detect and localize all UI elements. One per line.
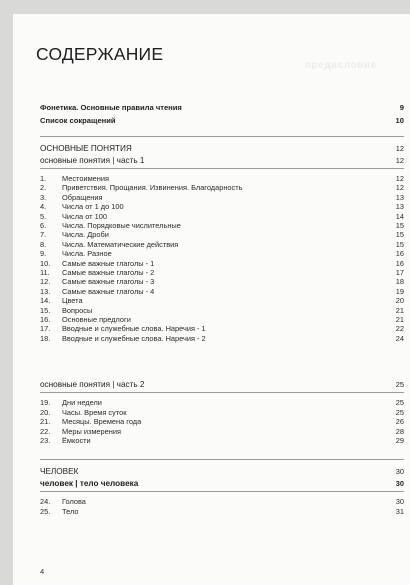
toc-item-number: 17. [40,324,51,334]
toc-item-page: 25 [395,398,404,407]
section-heading-label: ЧЕЛОВЕК [40,467,79,476]
toc-entry-page: 10 [395,116,404,125]
toc-item-label: Обращения [62,192,103,202]
toc-item[interactable] [40,221,404,230]
toc-item-label: Часы. Время суток [62,407,127,417]
subsection-heading-label: человек | тело человека [40,479,139,488]
toc-item[interactable] [40,417,404,426]
toc-item-page: 17 [395,268,404,277]
toc-item-page: 22 [395,324,404,334]
toc-item-page: 18 [395,277,404,287]
subsection-heading-page: 12 [395,156,404,165]
toc-item-number: 5. [40,211,47,221]
toc-item-label: Вводные и служебные слова. Наречия - 1 [62,324,206,334]
section-heading[interactable] [40,143,404,154]
toc-item-label: Цвета [62,296,83,306]
toc-item-number: 2. [40,183,47,193]
toc-item-page: 13 [395,192,404,202]
toc-item-label: Меры измерения [62,426,121,436]
toc-item-page: 12 [395,183,404,193]
toc-item[interactable] [40,436,404,445]
toc-item-label: Основные предлоги [62,315,131,324]
toc-item[interactable] [40,315,404,324]
toc-item-label: Дни недели [62,398,102,407]
toc-item[interactable] [40,408,404,417]
toc-item[interactable] [40,296,404,305]
toc-item[interactable] [40,497,404,506]
toc-item-number: 6. [40,221,47,230]
subsection-heading-page: 30 [395,479,404,488]
toc-item-page: 15 [395,230,404,240]
toc-item-page: 21 [395,315,404,324]
toc-item[interactable] [40,249,404,258]
toc-item-page: 26 [395,417,404,427]
toc-item-page: 31 [395,506,404,516]
toc-item-page: 21 [395,305,404,315]
toc-item-number: 13. [40,286,51,296]
toc-item[interactable] [40,212,404,221]
toc-entry-label: Список сокращений [40,116,116,125]
toc-item-label: Числа. Дроби [62,230,109,240]
toc-item-number: 12. [40,277,51,287]
toc-item-label: Самые важные глаголы - 4 [62,286,155,296]
toc-item-page: 20 [395,296,404,306]
toc-item-page: 25 [395,407,404,417]
toc-item-page: 14 [395,211,404,221]
toc-item[interactable] [40,398,404,407]
toc-item[interactable] [40,240,404,249]
toc-item-number: 23. [40,436,51,446]
toc-item-number: 7. [40,230,47,240]
toc-item-label: Ёмкости [62,436,91,446]
toc-item[interactable] [40,306,404,315]
section-heading-page: 12 [395,144,404,153]
toc-item[interactable] [40,287,404,296]
toc-item-label: Числа. Математические действия [62,239,179,249]
toc-item-label: Вводные и служебные слова. Наречия - 2 [62,333,206,343]
toc-item[interactable] [40,193,404,202]
subsection-heading-label: основные понятия | часть 1 [40,156,145,165]
toc-item-label: Самые важные глаголы - 1 [62,258,155,268]
section-heading[interactable] [40,466,404,477]
toc-item-number: 18. [40,333,51,343]
section-divider [40,136,404,137]
subsection-heading[interactable] [40,155,404,166]
toc-item-number: 22. [40,426,51,436]
toc-item-page: 15 [395,239,404,249]
toc-entry-phonetics[interactable] [40,102,404,113]
toc-item-page: 29 [395,436,404,446]
toc-item-page: 19 [395,286,404,296]
toc-item-page: 28 [395,426,404,436]
toc-item-page: 15 [395,221,404,230]
toc-item[interactable] [40,334,404,343]
section-divider [40,392,404,393]
toc-item-number: 3. [40,192,47,202]
toc-item-page: 24 [395,333,404,343]
page-number: 4 [40,567,45,576]
toc-item-number: 24. [40,497,51,506]
toc-item-number: 19. [40,398,51,407]
toc-item[interactable] [40,230,404,239]
toc-item[interactable] [40,324,404,333]
toc-item-page: 16 [395,249,404,259]
toc-entry-label: Фонетика. Основные правила чтения [40,103,182,112]
subsection-heading[interactable] [40,478,404,489]
toc-item[interactable] [40,268,404,277]
toc-item-number: 11. [40,268,50,277]
toc-item[interactable] [40,507,404,516]
toc-item-number: 25. [40,506,51,516]
toc-item-label: Числа от 100 [62,211,107,221]
toc-item-number: 10. [40,258,51,268]
subsection-heading[interactable] [40,379,404,390]
section-divider [40,168,404,169]
toc-item-label: Самые важные глаголы - 3 [62,277,155,287]
toc-item-number: 21. [40,417,51,427]
toc-item-number: 15. [40,305,51,315]
toc-item-number: 20. [40,407,51,417]
toc-item-label: Тело [62,506,79,516]
toc-item-label: Числа от 1 до 100 [62,202,124,212]
toc-item-page: 30 [395,497,404,506]
toc-item-label: Голова [62,497,86,506]
toc-entry-page: 9 [399,103,404,112]
toc-entry-abbreviations[interactable] [40,115,404,126]
toc-item[interactable] [40,183,404,192]
toc-item-label: Месяцы. Времена года [62,417,142,427]
toc-item[interactable] [40,202,404,211]
subsection-heading-label: основные понятия | часть 2 [40,380,145,389]
toc-item-number: 16. [40,315,51,324]
toc-item-number: 14. [40,296,51,306]
section-divider [40,459,404,460]
toc-item[interactable] [40,427,404,436]
toc-item[interactable] [40,277,404,286]
page-title: СОДЕРЖАНИЕ [36,44,164,64]
toc-item-label: Вопросы [62,305,93,315]
toc-item-label: Числа. Разное [62,249,112,259]
bleed-through-text: предисловие [305,60,377,70]
toc-item[interactable] [40,174,404,183]
toc-item-number: 9. [40,249,47,259]
toc-item-label: Местоимения [62,174,109,183]
section-heading-label: ОСНОВНЫЕ ПОНЯТИЯ [40,144,132,153]
section-heading-page: 30 [395,467,404,476]
book-page [13,14,410,585]
toc-item-page: 12 [395,174,404,183]
toc-item-number: 8. [40,239,47,249]
section-divider [40,491,404,492]
toc-item[interactable] [40,259,404,268]
toc-item-label: Числа. Порядковые числительные [62,221,181,230]
toc-item-label: Приветствия. Прощания. Извинения. Благодарность [62,183,243,193]
toc-item-number: 1. [40,174,47,183]
toc-item-page: 16 [395,258,404,268]
toc-item-label: Самые важные глаголы - 2 [62,268,155,277]
toc-item-page: 13 [395,202,404,212]
toc-item-number: 4. [40,202,47,212]
subsection-heading-page: 25 [395,380,404,389]
